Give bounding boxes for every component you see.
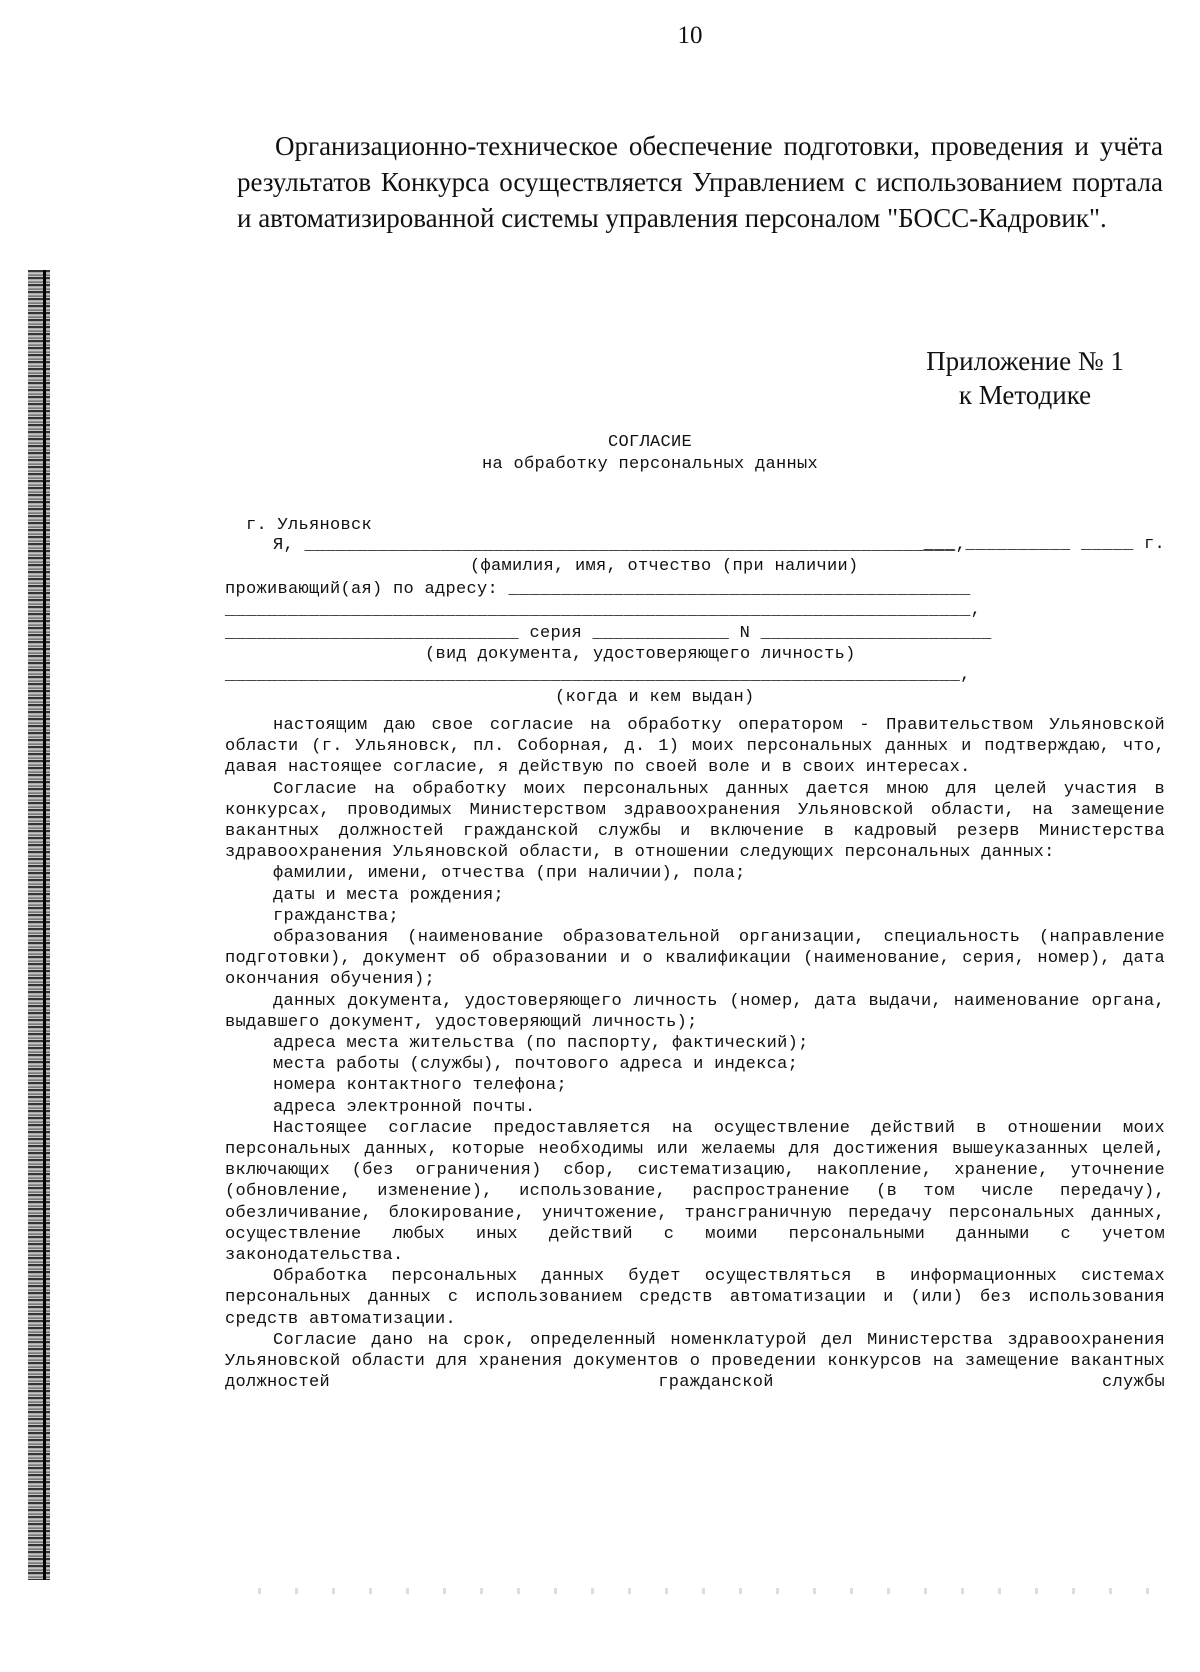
address-field-line-2[interactable]: _______________________________________________________________________, bbox=[225, 601, 982, 620]
date-field[interactable]: ___ __________ _____ г. bbox=[923, 535, 1165, 554]
data-list-item: образования (наименование образовательной организации, специальность (направление подготовки), документ об образовании и о квалификации (наименование, серия, номер), дата окончания обучения); bbox=[225, 928, 1165, 990]
scan-noise bbox=[240, 1588, 1160, 1594]
data-list-item: места работы (службы), почтового адреса и индекса; bbox=[273, 1055, 799, 1075]
caption-issued: (когда и кем выдан) bbox=[555, 688, 755, 707]
intro-text: Организационно-техническое обеспечение подготовки, проведения и учёта результатов Конкурса осуществляется Управлением с использованием портала и автоматизированной системы управления персоналом "БОСС-Кадровик". bbox=[237, 131, 1163, 233]
appendix-line-2: к Методике bbox=[958, 380, 1092, 410]
intro-paragraph bbox=[237, 128, 1163, 236]
data-list-item: фамилии, имени, отчества (при наличии), пола; bbox=[273, 864, 746, 884]
issued-field-line[interactable]: ______________________________________________________________________, bbox=[225, 666, 971, 685]
page-number: 10 bbox=[677, 22, 703, 49]
caption-name: (фамилия, имя, отчество (при наличии) bbox=[470, 557, 859, 576]
consent-paragraph: Настоящее согласие предоставляется на осуществление действий в отношении моих персональных данных, которые необходимы или желаемы для достижения вышеуказанных целей, включающих (без ограничения) сбор, систематизацию, накопление, хранение, уточнение (обновление, изменение), использование, распространение (в том числе передачу), обезличивание, блокирование, уничтожение, трансграничную передачу персональных данных, осуществление любых иных действий с моими персональными данными с учетом законодательства. bbox=[225, 1118, 1165, 1266]
name-field-line[interactable]: Я, ______________________________________________________________, bbox=[273, 536, 967, 555]
consent-body bbox=[225, 715, 1165, 1394]
appendix-line-1: Приложение № 1 bbox=[926, 346, 1124, 376]
consent-paragraph: Согласие дано на срок, определенный номенклатурой дел Министерства здравоохранения Ульяновской области для хранения документов о проведении конкурсов на замещение вакантных должностей гражданской службы bbox=[225, 1330, 1165, 1393]
consent-paragraph: настоящим даю свое согласие на обработку оператором - Правительством Ульяновской области (г. Ульяновск, пл. Соборная, д. 1) моих персональных данных и подтверждаю, что, давая настоящее согласие, я действую по своей воле и в своих интересах. bbox=[225, 716, 1165, 778]
document-field-line[interactable]: ____________________________ серия _____________ N ______________________ bbox=[225, 624, 992, 643]
data-list-item: гражданства; bbox=[273, 906, 400, 926]
data-list-item: адреса электронной почты. bbox=[273, 1097, 536, 1117]
caption-document: (вид документа, удостоверяющего личность) bbox=[425, 645, 856, 664]
address-field-line[interactable]: проживающий(ая) по адресу: ____________________________________________ bbox=[225, 580, 971, 599]
data-list-item: данных документа, удостоверяющего личность (номер, дата выдачи, наименование органа, выдавшего документ, удостоверяющий личность); bbox=[225, 991, 1165, 1032]
data-list-item: адреса места жительства (по паспорту, фактический); bbox=[273, 1034, 809, 1054]
consent-paragraph: Обработка персональных данных будет осуществляться в информационных системах персональных данных с использованием средств автоматизации и (или) без использования средств автоматизации. bbox=[225, 1267, 1165, 1329]
city: г. Ульяновск bbox=[246, 516, 373, 535]
consent-paragraph: Согласие на обработку моих персональных данных дается мною для целей участия в конкурсах, проводимых Министерством здравоохранения Ульяновской области, на замещение вакантных должностей гражданской службы и включение в кадровый резерв Министерства здравоохранения Ульяновской области, в отношении следующих персональных данных: bbox=[225, 779, 1165, 863]
appendix-heading bbox=[900, 344, 1150, 412]
data-list-item: номера контактного телефона; bbox=[273, 1076, 568, 1096]
form-title: СОГЛАСИЕ bbox=[607, 433, 692, 452]
data-list-item: даты и места рождения; bbox=[273, 885, 505, 905]
form-heading bbox=[0, 432, 1200, 476]
form-subtitle: на обработку персональных данных bbox=[481, 455, 819, 474]
